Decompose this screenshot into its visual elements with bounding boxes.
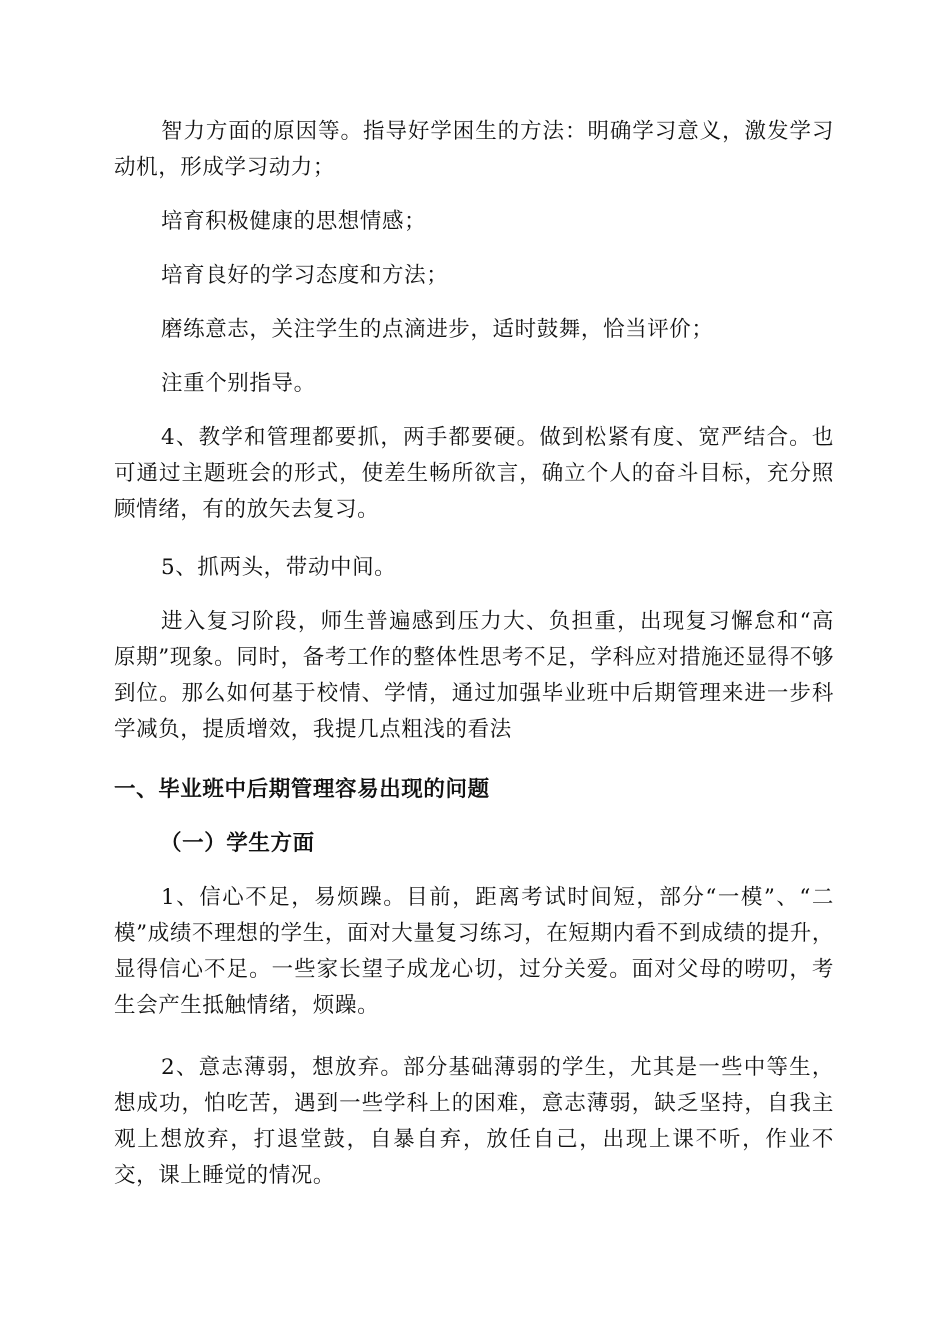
paragraph-confidence: 1、信心不足，易烦躁。目前，距离考试时间短，部分“一模”、“二模”成绩不理想的学生，面对大量复习练习，在短期内看不到成绩的提升，显得信心不足。一些家长望子成龙心切，过分关爱。面对父母的唠叨，考生会产生抵触情绪，烦躁。 — [114, 885, 834, 1018]
paragraph-willpower-weak: 2、意志薄弱，想放弃。部分基础薄弱的学生，尤其是一些中等生，想成功，怕吃苦，遇到一些学科上的困难，意志薄弱，缺乏坚持，自我主观上想放弃，打退堂鼓，自暴自弃，放任自己，出现上课不听，作业不交，课上睡觉的情况。 — [114, 1055, 834, 1188]
paragraph-review-stage: 进入复习阶段，师生普遍感到压力大、负担重，出现复习懈怠和“高原期”现象。同时，备考工作的整体性思考不足，学科应对措施还显得不够到位。那么如何基于校情、学情，通过加强毕业班中后期管理来进一步科学减负，提质增效，我提几点粗浅的看法 — [114, 609, 834, 742]
paragraph-point-4: 4、教学和管理都要抓，两手都要硬。做到松紧有度、宽严结合。也可通过主题班会的形式，使差生畅所欲言，确立个人的奋斗目标，充分照顾情绪，有的放矢去复习。 — [114, 425, 834, 522]
section-heading: 一、毕业班中后期管理容易出现的问题 — [114, 777, 490, 802]
paragraph-learning-motivation: 智力方面的原因等。指导好学困生的方法：明确学习意义，激发学习动机，形成学习动力； — [114, 119, 834, 180]
paragraph-learning-attitude: 培育良好的学习态度和方法； — [161, 263, 449, 288]
paragraph-healthy-emotions: 培育积极健康的思想情感； — [161, 209, 427, 234]
paragraph-individual-guidance: 注重个别指导。 — [161, 371, 316, 396]
paragraph-willpower: 磨练意志，关注学生的点滴进步，适时鼓舞，恰当评价； — [161, 317, 714, 342]
subsection-heading: （一）学生方面 — [160, 831, 315, 856]
paragraph-point-5: 5、抓两头，带动中间。 — [161, 555, 397, 580]
